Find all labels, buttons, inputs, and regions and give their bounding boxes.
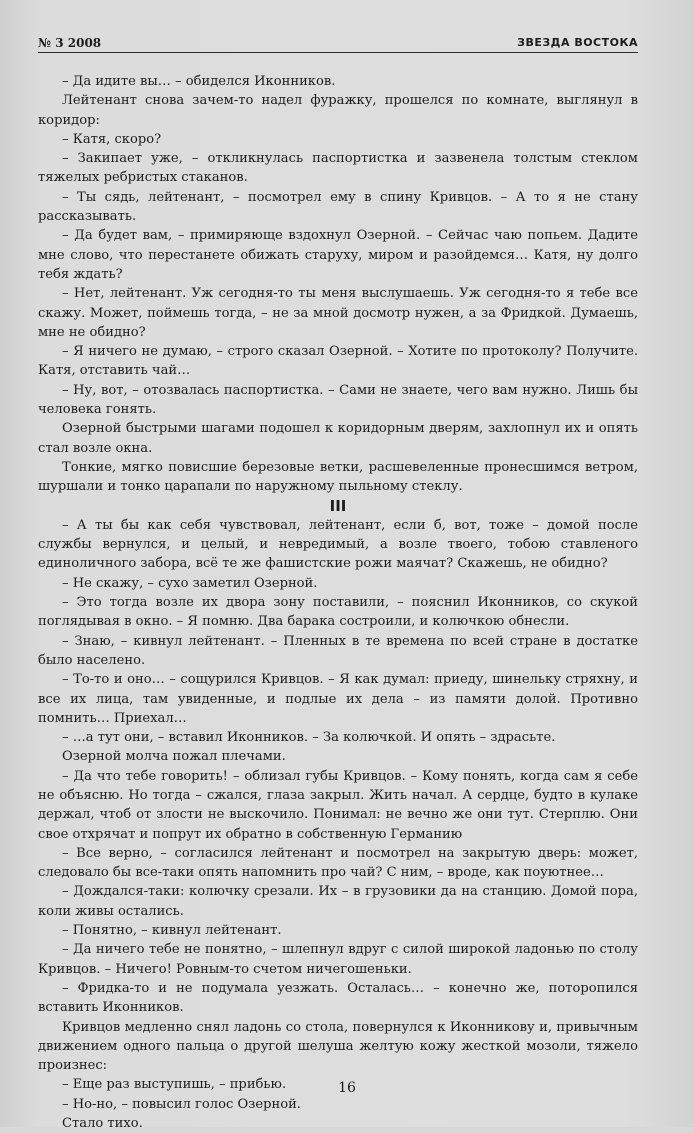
paragraph: Стало тихо. <box>62 1116 143 1132</box>
chapter-heading: III <box>329 496 347 515</box>
paragraph: – Катя, скоро? <box>62 131 162 147</box>
paragraph: – Да идите вы… – обиделся Иконников. <box>62 74 336 89</box>
text-section-after <box>38 516 638 1133</box>
paragraph: – Понятно, – кивнул лейтенант. <box>62 923 282 939</box>
body-text <box>38 72 638 1133</box>
text-section-before <box>38 72 638 497</box>
paragraph: – Нет, лейтенант. Уж сегодня-то ты меня выслушаешь. Уж сегодня-то я тебе все скажу. Может, поймешь тогда, – не за мной досмотр нужен, а за Фридкой. Думаешь, мне не обидно? <box>38 286 638 340</box>
paragraph: – Еще раз выступишь, – прибью. <box>62 1077 287 1093</box>
paragraph: – Ну, вот, – отозвалась паспортистка. – Сами не знаете, чего вам нужно. Лишь бы человека гонять. <box>38 382 638 418</box>
paragraph: Тонкие, мягко повисшие березовые ветки, расшевеленные пронесшимся ветром, шуршали и тонко царапали по наружному пыльному стеклу. <box>38 459 638 495</box>
paragraph: – Да что тебе говорить! – облизал губы Кривцов. – Кому понять, когда сам я себе не объясню. Но тогда – сжался, глаза закрыл. Жить начал. А сердце, будто в кулаке держал, чтоб от злости не выскочило. Понимал: не вечно же они тут. Стерплю. Они свое отхрячат и попрут их обратно в собственную Германию <box>38 768 638 842</box>
running-header <box>38 34 638 53</box>
paragraph: – Знаю, – кивнул лейтенант. – Пленных в те времена по всей стране в достатке было населено. <box>38 633 638 668</box>
paragraph: – Дождался-таки: колючку срезали. Их – в грузовики да на станцию. Домой пора, коли живы остались. <box>38 884 638 919</box>
paragraph: – Я ничего не думаю, – строго сказал Озерной. – Хотите по протоколу? Получите. Катя, отставить чай… <box>38 344 638 379</box>
paragraph: Лейтенант снова зачем-то надел фуражку, прошелся по комнате, выглянул в коридор: <box>38 93 638 128</box>
paragraph: – Не скажу, – сухо заметил Озерной. <box>62 575 318 591</box>
paragraph: – …а тут они, – вставил Иконников. – За колючкой. И опять – здрасьте. <box>62 730 556 746</box>
paragraph: Озерной быстрыми шагами подошел к коридорным дверям, захлопнул их и опять стал возле окна. <box>38 421 638 456</box>
paragraph: – Да ничего тебе не понятно, – шлепнул вдруг с силой широкой ладонью по столу Кривцов. – Ничего! Ровным-то счетом ничегошеньки. <box>38 942 638 977</box>
paragraph: Кривцов медленно снял ладонь со стола, повернулся к Иконникову и, привычным движением одного пальца о другой шелуша желтую кожу жесткой мозоли, тяжело произнес: <box>38 1019 638 1074</box>
paragraph: – Но-но, – повысил голос Озерной. <box>62 1096 301 1112</box>
page-number: 16 <box>338 1080 356 1096</box>
paragraph: – Да будет вам, – примиряюще вздохнул Озерной. – Сейчас чаю попьем. Дадите мне слово, что перестанете обижать старуху, миром и разойдемся… Катя, ну долго тебя ждать? <box>38 228 638 282</box>
paragraph: – А ты бы как себя чувствовал, лейтенант, если б, вот, тоже – домой после службы вернулся, и целый, и невредимый, а возле твоего, тобою ставленого единоличного забора, всё те же фашистские рожи маячат? Скажешь, не обидно? <box>38 517 638 572</box>
paragraph: – То-то и оно… – сощурился Кривцов. – Я как думал: приеду, шинельку стряхну, и все их лица, там увиденные, и подлые их дела – из памяти долой. Противно помнить… Приехал… <box>38 672 638 726</box>
paragraph: – Это тогда возле их двора зону поставили, – пояснил Иконников, со скукой поглядывая в окно. – Я помню. Два барака состроили, и колючкою обнесли. <box>38 595 638 630</box>
issue-number: № 3 2008 <box>38 36 102 50</box>
paragraph: – Ты сядь, лейтенант, – посмотрел ему в спину Кривцов. – А то я не стану рассказывать. <box>38 189 638 225</box>
paragraph: – Фридка-то и не подумала уезжать. Осталась… – конечно же, поторопился вставить Иконников. <box>38 980 638 1016</box>
paragraph: – Закипает уже, – откликнулась паспортистка и зазвенела толстым стеклом тяжелых ребристых стаканов. <box>38 151 638 186</box>
journal-title: ЗВЕЗДА ВОСТОКА <box>517 36 638 49</box>
paragraph: – Все верно, – согласился лейтенант и посмотрел на закрытую дверь: может, следовало бы все-таки опять напомнить про чай? С ним, – вроде, как поуютнее… <box>38 845 638 881</box>
paragraph: Озерной молча пожал плечами. <box>62 749 286 765</box>
